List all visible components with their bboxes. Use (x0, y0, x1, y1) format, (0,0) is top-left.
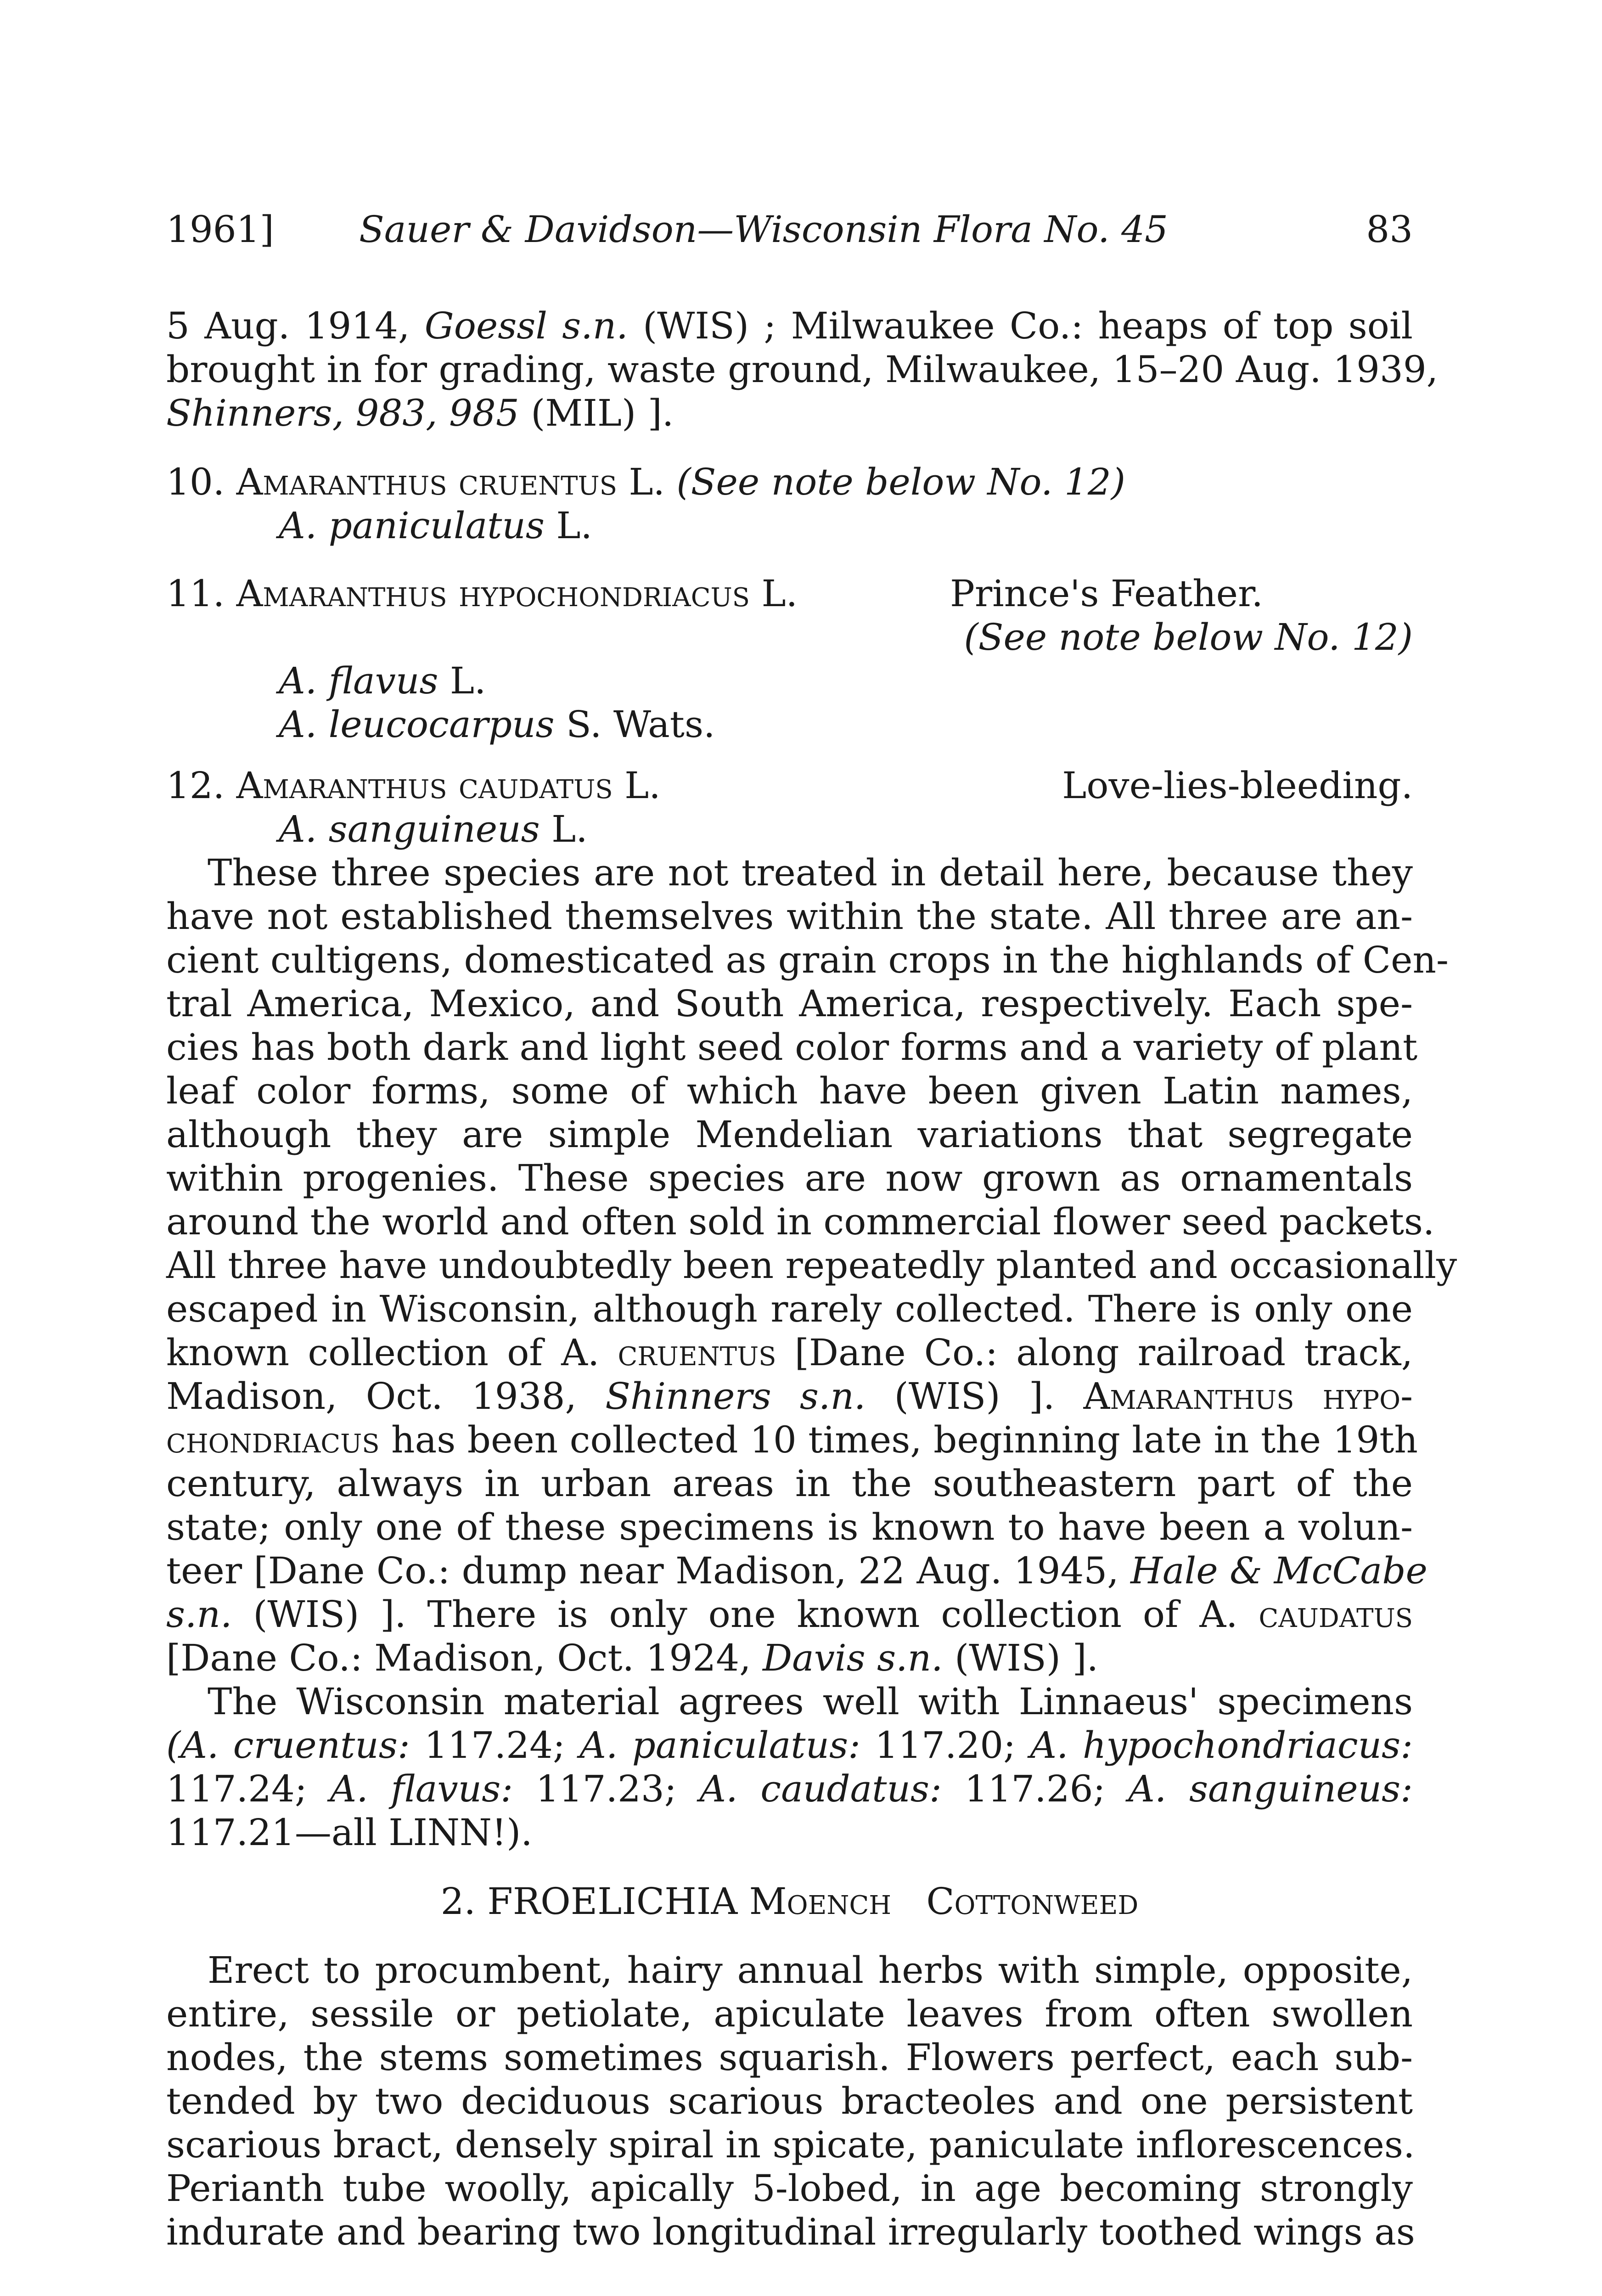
text-line: Shinners, 983, 985 (MIL) ]. (166, 392, 674, 434)
genus-heading: 2. FROELICHIA Moench Cottonweed (440, 1880, 1139, 1923)
common-name: Love-lies-bleeding. (1062, 764, 1413, 807)
species-entry-11: 11. Amaranthus hypochondriacus L. Prince's Feather. (166, 572, 1263, 615)
text-line: 5 Aug. 1914, Goessl s.n. (WIS) ; Milwaukee Co.: heaps of top soil (166, 304, 1413, 347)
species-entry-10: 10. Amaranthus cruentus L. (See note below No. 12) (166, 461, 1125, 503)
common-name: Prince's Feather. (950, 572, 1263, 615)
header-year: 1961] (166, 208, 274, 251)
text-line: brought in for grading, waste ground, Milwaukee, 15–20 Aug. 1939, (166, 348, 1439, 391)
book-page: 1961] Sauer & Davidson—Wisconsin Flora No. 45 83 5 Aug. 1914, Goessl s.n. (WIS) ; Milwaukee Co.: heaps of top soil brought in for grading, waste ground, Milwaukee, 15–20 Aug. 1939, Shinners, 983, 985 (MIL) ]. 10. Amaranthus cruentus L. (See note below No. 12) A. paniculatus L. 11. Amaranthus hypochondriacus L. Prince's Feather. (See note below No. 12) A. flavus L. A. leucocarpus S. Wats. 12. Amaranthus caudatus L. Love-lies-bleeding. A. sanguineus L. These three species are not treated in detail here, because they have not established themselves within the state. All three are an- cient cultigens, domesticated as grain crops in the highlands of Cen- tral America, Mexico, and South America, respectively. Each spe- cies has both dark and light seed color forms and a variety of plant leaf color forms, some of which have been given Latin names, although they are simple Mendelian variations that segregate within progenies. These species are now grown as ornamentals around the world and often sold in commercial flower seed packets. All three have undoubtedly been repeatedly planted and occasionally escaped in Wisconsin, although rarely collected. There is only one known collection of A. cruentus [Dane Co.: along railroad track, Madison, Oct. 1938, Shinners s.n. (WIS) ]. Amaranthus hypo- chondriacus has been collected 10 times, beginning late in the 19th century, always in urban areas in the southeastern part of the state; only one of these specimens is known to have been a volun- teer [Dane Co.: dump near Madison, 22 Aug. 1945, Hale & McCabe s.n. (WIS) ]. There is only one known collection of A. caudatus [Dane Co.: Madison, Oct. 1924, Davis s.n. (WIS) ]. The Wisconsin material agrees well with Linnaeus' specimens (A. cruentus: 117.24; A. paniculatus: 117.20; A. hypochondriacus: 117.24; A. flavus: 117.23; A. caudatus: 117.26; A. sanguineus: 117.21—all LINN!). 2. FROELICHIA Moench Cottonweed Erect to procumbent, hairy annual herbs with simple, opposite, entire, sessile or petiolate, apiculate leaves from often swollen nodes, the stems sometimes squarish. Flowers perfect, each sub- tended by two deciduous scarious bracteoles and one persistent scarious bract, densely spiral in spicate, paniculate inflorescences. Perianth tube woolly, apically 5-lobed, in age becoming strongly indurate and bearing two longitudinal irregularly toothed wings as (0, 0, 1602, 2296)
synonym-line: A. flavus L. (279, 659, 486, 702)
synonym-line: A. sanguineus L. (279, 808, 588, 850)
note-line: (See note below No. 12) (964, 616, 1413, 658)
header-title: Sauer & Davidson—Wisconsin Flora No. 45 (359, 208, 1168, 251)
species-entry-12: 12. Amaranthus caudatus L. Love-lies-bleeding. (166, 764, 1413, 807)
synonym-line: A. leucocarpus S. Wats. (279, 703, 715, 746)
page-number: 83 (1366, 208, 1413, 251)
synonym-line: A. paniculatus L. (279, 504, 592, 547)
